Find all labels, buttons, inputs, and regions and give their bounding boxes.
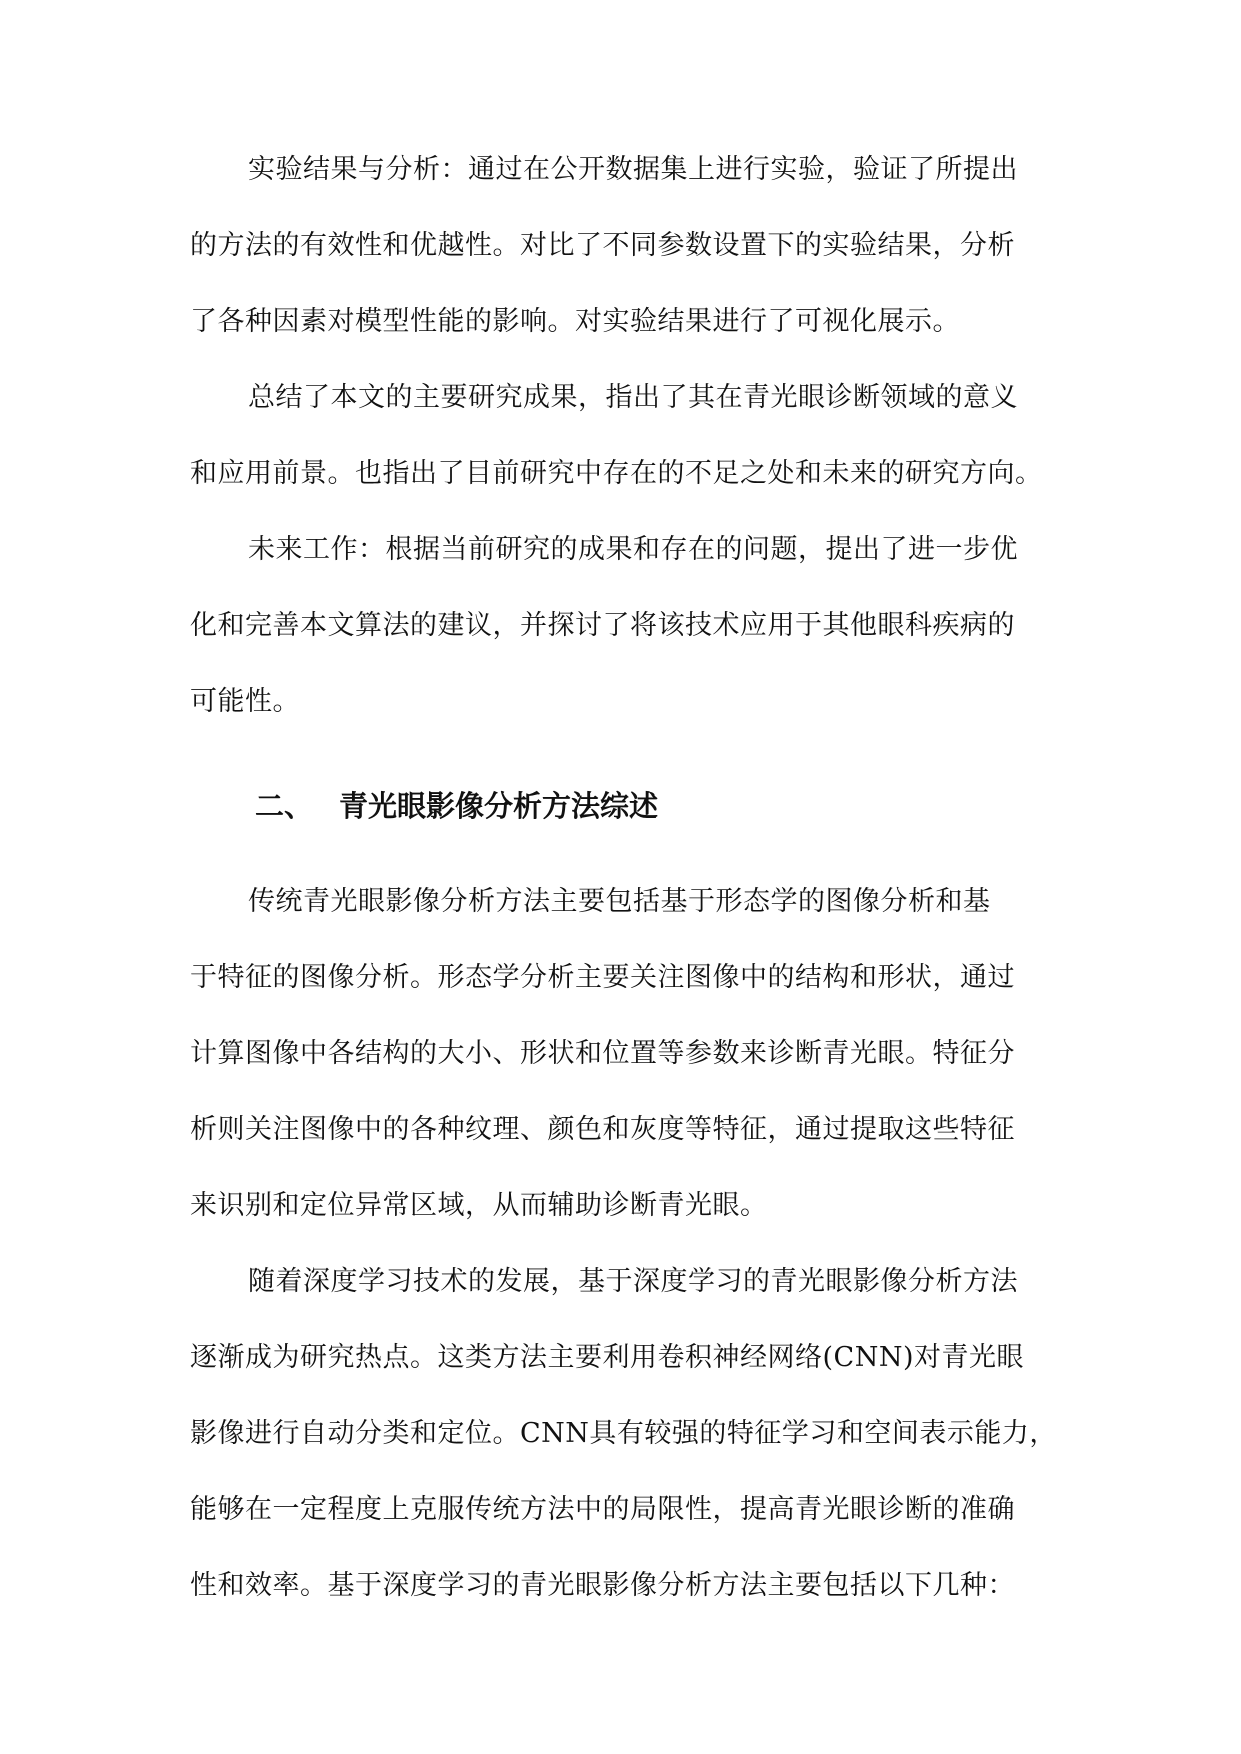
- paragraph-line: 随着深度学习技术的发展，基于深度学习的青光眼影像分析方法: [248, 1266, 1018, 1297]
- paragraph-line: 总结了本文的主要研究成果，指出了其在青光眼诊断领域的意义: [248, 382, 1018, 413]
- paragraph-line: 来识别和定位异常区域，从而辅助诊断青光眼。: [190, 1190, 768, 1221]
- paragraph-line: 影像进行自动分类和定位。CNN具有较强的特征学习和空间表示能力，: [190, 1418, 1057, 1449]
- paragraph-line: 于特征的图像分析。形态学分析主要关注图像中的结构和形状，通过: [190, 962, 1015, 993]
- paragraph-line: 计算图像中各结构的大小、形状和位置等参数来诊断青光眼。特征分: [190, 1038, 1015, 1069]
- paragraph-line: 能够在一定程度上克服传统方法中的局限性，提高青光眼诊断的准确: [190, 1494, 1015, 1525]
- paragraph-line: 析则关注图像中的各种纹理、颜色和灰度等特征，通过提取这些特征: [190, 1114, 1015, 1145]
- paragraph-line: 逐渐成为研究热点。这类方法主要利用卷积神经网络(CNN)对青光眼: [190, 1342, 1024, 1373]
- paragraph-line: 和应用前景。也指出了目前研究中存在的不足之处和未来的研究方向。: [190, 458, 1043, 489]
- paragraph-line: 传统青光眼影像分析方法主要包括基于形态学的图像分析和基: [248, 886, 991, 917]
- paragraph-line: 化和完善本文算法的建议，并探讨了将该技术应用于其他眼科疾病的: [190, 610, 1015, 641]
- paragraph-line: 可能性。: [190, 686, 300, 717]
- paragraph-line: 的方法的有效性和优越性。对比了不同参数设置下的实验结果，分析: [190, 230, 1015, 261]
- section-heading: [255, 786, 658, 826]
- paragraph-line: 未来工作：根据当前研究的成果和存在的问题，提出了进一步优: [248, 534, 1018, 565]
- section-number: 二、: [255, 789, 314, 823]
- paragraph-line: 了各种因素对模型性能的影响。对实验结果进行了可视化展示。: [190, 306, 960, 337]
- section-title: 青光眼影像分析方法综述: [339, 789, 659, 823]
- paragraph-line: 性和效率。基于深度学习的青光眼影像分析方法主要包括以下几种：: [190, 1570, 1015, 1601]
- paragraph-line: 实验结果与分析：通过在公开数据集上进行实验，验证了所提出: [248, 154, 1018, 185]
